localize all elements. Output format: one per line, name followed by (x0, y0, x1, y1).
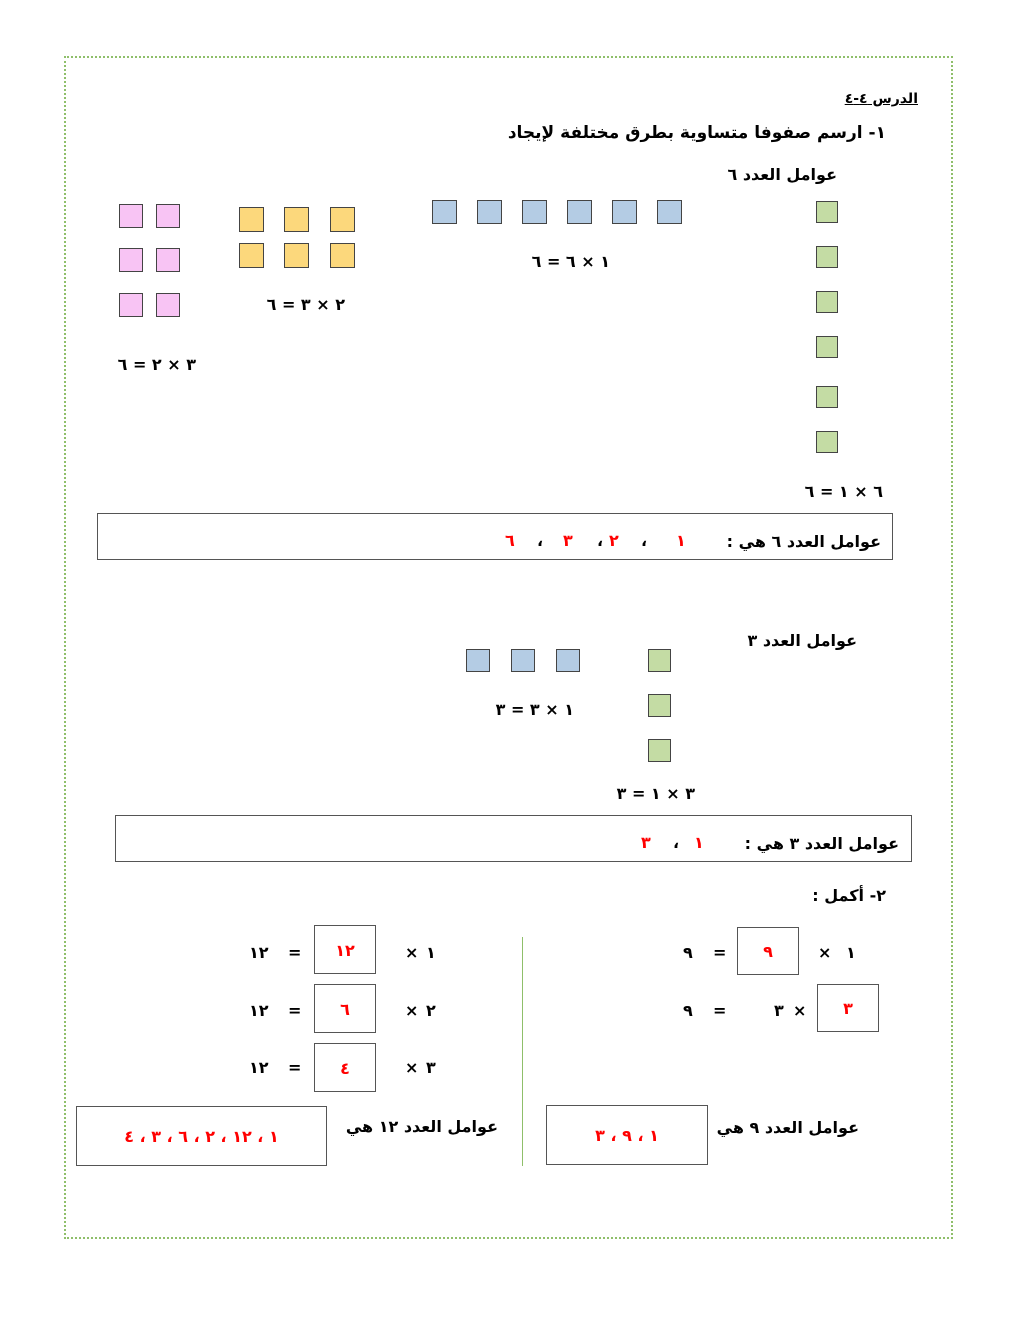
equation-1x3: ١ × ٣ = ٣ (495, 700, 574, 719)
square (657, 200, 682, 224)
twelve-row2-result: ١٢ (249, 1001, 269, 1020)
six-factor-2: ٢ (609, 531, 619, 550)
equation-2x3: ٢ × ٣ = ٦ (266, 295, 345, 314)
twelve-row1-equals: = (288, 943, 302, 962)
six-factor-6: ٦ (505, 531, 515, 550)
square (330, 243, 355, 268)
square (816, 386, 838, 408)
equation-6x1: ٦ × ١ = ٦ (804, 482, 883, 501)
twelve-factors-box[interactable]: ١ ، ١٢ ، ٢ ، ٦ ، ٣ ، ٤ (76, 1106, 327, 1166)
square (239, 207, 264, 232)
twelve-row1-result: ١٢ (249, 943, 269, 962)
square (816, 246, 838, 268)
nine-row2-result: ٩ (683, 1001, 693, 1020)
twelve-row2-factor: ٢ (426, 1001, 436, 1020)
nine-row2-factor: ٣ (774, 1001, 784, 1020)
twelve-row2-equals: = (288, 1001, 302, 1020)
six-factor-1: ١ (676, 531, 686, 550)
square (816, 431, 838, 453)
six-answer-label: عوامل العدد ٦ هي : (726, 532, 881, 551)
twelve-row3-factor: ٣ (426, 1058, 436, 1077)
square (156, 248, 180, 272)
twelve-row2-times: × (405, 1001, 419, 1020)
six-factor-3: ٣ (563, 531, 573, 550)
square (567, 200, 592, 224)
twelve-row3-result: ١٢ (249, 1058, 269, 1077)
nine-row1-times: × (818, 943, 832, 962)
twelve-row1-times: × (405, 943, 419, 962)
three-answer-label: عوامل العدد ٣ هي : (744, 834, 899, 853)
square (284, 243, 309, 268)
square (816, 201, 838, 223)
twelve-row1-factor: ١ (426, 943, 436, 962)
twelve-row2-answer-box[interactable]: ٦ (314, 984, 376, 1033)
column-divider (522, 937, 523, 1166)
square (477, 200, 502, 224)
square (556, 649, 580, 672)
nine-factors-label: عوامل العدد ٩ هي (716, 1118, 859, 1137)
q1-instruction: ١- ارسم صفوفا متساوية بطرق مختلفة لإيجاد (507, 123, 886, 143)
square (156, 204, 180, 228)
nine-row2-equals: = (713, 1001, 727, 1020)
six-heading: عوامل العدد ٦ (727, 165, 837, 184)
three-factor-1: ١ (694, 833, 704, 852)
twelve-factors-label: عوامل العدد ١٢ هي (345, 1117, 498, 1136)
square (648, 694, 671, 717)
twelve-row3-equals: = (288, 1058, 302, 1077)
square (284, 207, 309, 232)
square (330, 207, 355, 232)
three-heading: عوامل العدد ٣ (747, 631, 857, 650)
nine-row2-times: × (793, 1001, 807, 1020)
equation-3x2: ٣ × ٢ = ٦ (117, 355, 196, 374)
equation-3x1: ٣ × ١ = ٣ (616, 784, 695, 803)
square (522, 200, 547, 224)
square (466, 649, 490, 672)
square (156, 293, 180, 317)
nine-row1-result: ٩ (683, 943, 693, 962)
equation-1x6: ١ × ٦ = ٦ (531, 252, 610, 271)
square (816, 291, 838, 313)
twelve-row3-answer-box[interactable]: ٤ (314, 1043, 376, 1092)
square (816, 336, 838, 358)
square (648, 649, 671, 672)
twelve-row3-times: × (405, 1058, 419, 1077)
square (119, 293, 143, 317)
separator: ، (537, 531, 544, 550)
square (119, 204, 143, 228)
square (612, 200, 637, 224)
nine-factors-box[interactable]: ١ ، ٩ ، ٣ (546, 1105, 708, 1165)
separator: ، (597, 531, 604, 550)
lesson-title: الدرس ٤-٤ (844, 91, 918, 107)
square (432, 200, 457, 224)
separator: ، (641, 531, 648, 550)
square (648, 739, 671, 762)
nine-row2-answer-box[interactable]: ٣ (817, 984, 879, 1032)
nine-row1-answer-box[interactable]: ٩ (737, 927, 799, 975)
nine-row1-factor: ١ (846, 943, 856, 962)
q2-title: ٢- أكمل : (812, 886, 886, 905)
square (119, 248, 143, 272)
separator: ، (673, 833, 680, 852)
square (511, 649, 535, 672)
twelve-row1-answer-box[interactable]: ١٢ (314, 925, 376, 974)
square (239, 243, 264, 268)
nine-row1-equals: = (713, 943, 727, 962)
three-factor-3: ٣ (641, 833, 651, 852)
